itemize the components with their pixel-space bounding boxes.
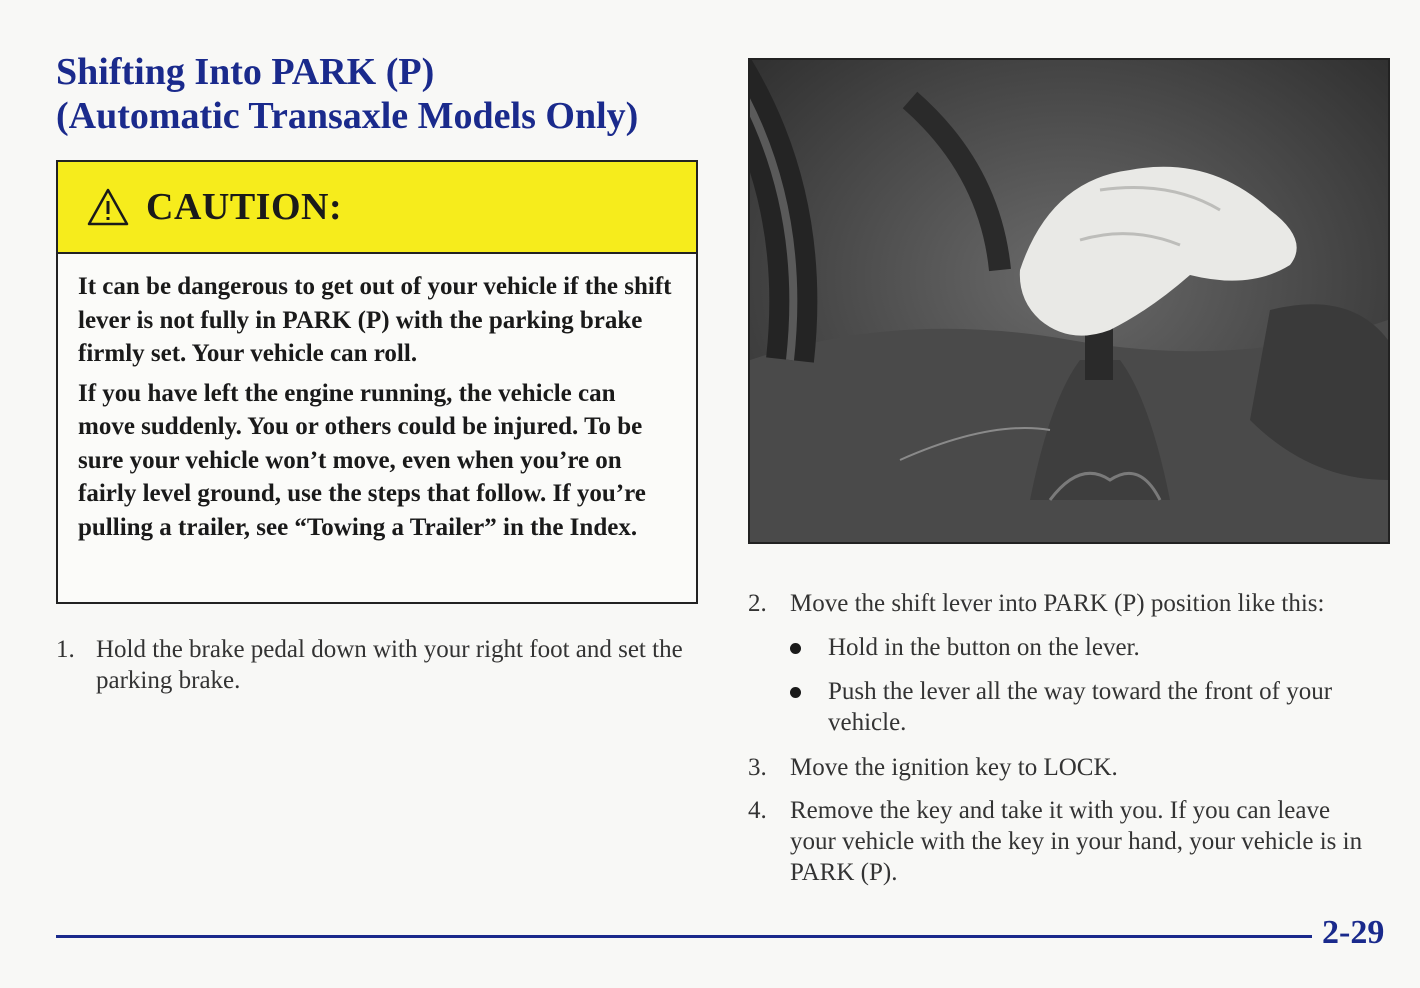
step-number: 2. <box>748 590 767 617</box>
caution-header <box>58 162 696 254</box>
warning-triangle-icon <box>86 187 130 227</box>
step-4 <box>748 795 1368 888</box>
caution-label: CAUTION: <box>146 186 343 228</box>
caution-paragraph: If you have left the engine running, the vehicle can move suddenly. You or others could be injured. To be sure your vehicle won’t move, even when you’re on fairly level ground, use the steps that follow. If you’re pulling a trailer, see “Towing a Trailer” in the Index. <box>78 379 646 541</box>
step-text: Move the shift lever into PARK (P) position like this: <box>790 590 1325 617</box>
title-line-1: Shifting Into PARK (P) <box>56 51 435 93</box>
step-number: 3. <box>748 754 767 781</box>
caution-paragraph: It can be dangerous to get out of your vehicle if the shift lever is not fully in PARK (P) with the parking brake firmly set. Your vehicle can roll. <box>78 273 672 367</box>
bullet-dot <box>790 687 801 698</box>
bullet-item <box>790 676 1360 738</box>
bullet-text: Push the lever all the way toward the front of your vehicle. <box>828 678 1333 736</box>
step-text: Move the ignition key to LOCK. <box>790 754 1118 781</box>
shift-lever-illustration <box>750 60 1388 542</box>
page-title <box>56 50 716 138</box>
shift-lever-photo <box>748 58 1390 544</box>
step-text: Hold the brake pedal down with your right foot and set the parking brake. <box>96 636 683 694</box>
bullet-dot <box>790 643 801 654</box>
step-2 <box>748 588 1388 619</box>
caution-box <box>56 160 698 604</box>
title-line-2: (Automatic Transaxle Models Only) <box>56 95 639 137</box>
step-1 <box>56 634 696 696</box>
caution-body <box>58 254 696 544</box>
step-number: 1. <box>56 636 75 663</box>
bullet-item <box>790 632 1360 663</box>
step-3 <box>748 752 1388 783</box>
bullet-text: Hold in the button on the lever. <box>828 634 1140 661</box>
page-number: 2-29 <box>1322 914 1385 951</box>
step-number: 4. <box>748 797 767 824</box>
step-text: Remove the key and take it with you. If you can leave your vehicle with the key in your hand, your vehicle is in PARK (P). <box>790 797 1363 886</box>
footer-rule <box>56 935 1312 938</box>
